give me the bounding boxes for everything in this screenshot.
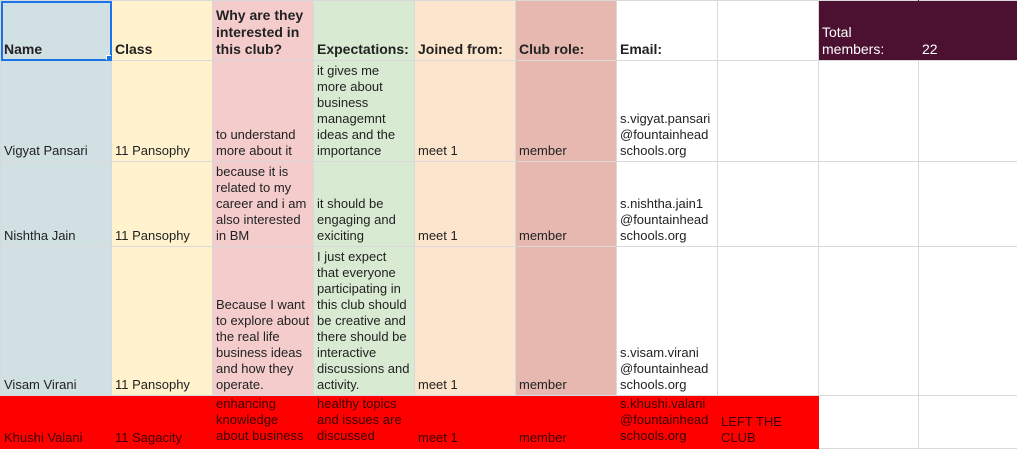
role-cell[interactable]: member (516, 396, 617, 449)
table-row (1, 162, 1017, 247)
email-cell[interactable]: s.visam.virani @fountainhead schools.org (617, 247, 718, 396)
empty-cell[interactable] (718, 162, 819, 247)
empty-cell[interactable] (919, 396, 1017, 449)
name-cell[interactable]: Khushi Valani (1, 396, 112, 449)
why-cell[interactable]: Because I want to explore about the real life business ideas and how they operate. (213, 247, 314, 396)
name-cell[interactable]: Visam Virani (1, 247, 112, 396)
empty-cell[interactable] (919, 247, 1017, 396)
why-cell[interactable]: because it is related to my career and i am also interested in BM (213, 162, 314, 247)
expectations-cell[interactable]: healthy topics and issues are discussed (314, 396, 415, 449)
expectations-cell[interactable]: it should be engaging and exiciting (314, 162, 415, 247)
joined-cell[interactable]: meet 1 (415, 247, 516, 396)
joined-cell[interactable]: meet 1 (415, 396, 516, 449)
empty-cell[interactable] (718, 61, 819, 162)
total-members-value[interactable]: 22 (919, 1, 1017, 61)
email-cell[interactable]: s.vigyat.pansari @fountainhead schools.org (617, 61, 718, 162)
total-members-label[interactable]: Total members: (819, 1, 919, 61)
empty-cell[interactable] (819, 162, 919, 247)
table-row (1, 247, 1017, 396)
name-cell[interactable]: Vigyat Pansari (1, 61, 112, 162)
class-cell[interactable]: 11 Pansophy (112, 162, 213, 247)
header-row (1, 1, 1017, 61)
why-cell[interactable]: enhancing knowledge about business (213, 396, 314, 449)
expectations-cell[interactable]: it gives me more about business managemnt ideas and the importance (314, 61, 415, 162)
header-joined-cell[interactable]: Joined from: (415, 1, 516, 61)
empty-cell[interactable] (718, 247, 819, 396)
table-row (1, 61, 1017, 162)
table-row-left-member (1, 396, 1017, 449)
empty-cell[interactable] (819, 247, 919, 396)
header-role-cell[interactable]: Club role: (516, 1, 617, 61)
why-cell[interactable]: to understand more about it (213, 61, 314, 162)
header-class-cell[interactable]: Class (112, 1, 213, 61)
joined-cell[interactable]: meet 1 (415, 162, 516, 247)
joined-cell[interactable]: meet 1 (415, 61, 516, 162)
class-cell[interactable]: 11 Pansophy (112, 247, 213, 396)
header-why-cell[interactable]: Why are they interested in this club? (213, 1, 314, 61)
email-cell[interactable]: s.nishtha.jain1 @fountainhead schools.org (617, 162, 718, 247)
role-cell[interactable]: member (516, 61, 617, 162)
role-cell[interactable]: member (516, 162, 617, 247)
header-name-cell[interactable]: Name (1, 1, 112, 61)
left-club-note-cell[interactable]: LEFT THE CLUB (718, 396, 819, 449)
empty-cell[interactable] (819, 396, 919, 449)
empty-cell[interactable] (819, 61, 919, 162)
empty-cell[interactable] (919, 162, 1017, 247)
expectations-cell[interactable]: I just expect that everyone participating in this club should be creative and there should be interactive discussions and activity. (314, 247, 415, 396)
empty-cell[interactable] (718, 1, 819, 61)
name-cell[interactable]: Nishtha Jain (1, 162, 112, 247)
class-cell[interactable]: 11 Sagacity (112, 396, 213, 449)
header-expectations-cell[interactable]: Expectations: (314, 1, 415, 61)
empty-cell[interactable] (919, 61, 1017, 162)
header-email-cell[interactable]: Email: (617, 1, 718, 61)
role-cell[interactable]: member (516, 247, 617, 396)
email-cell[interactable]: s.khushi.valani @fountainhead schools.org (617, 396, 718, 449)
class-cell[interactable]: 11 Pansophy (112, 61, 213, 162)
